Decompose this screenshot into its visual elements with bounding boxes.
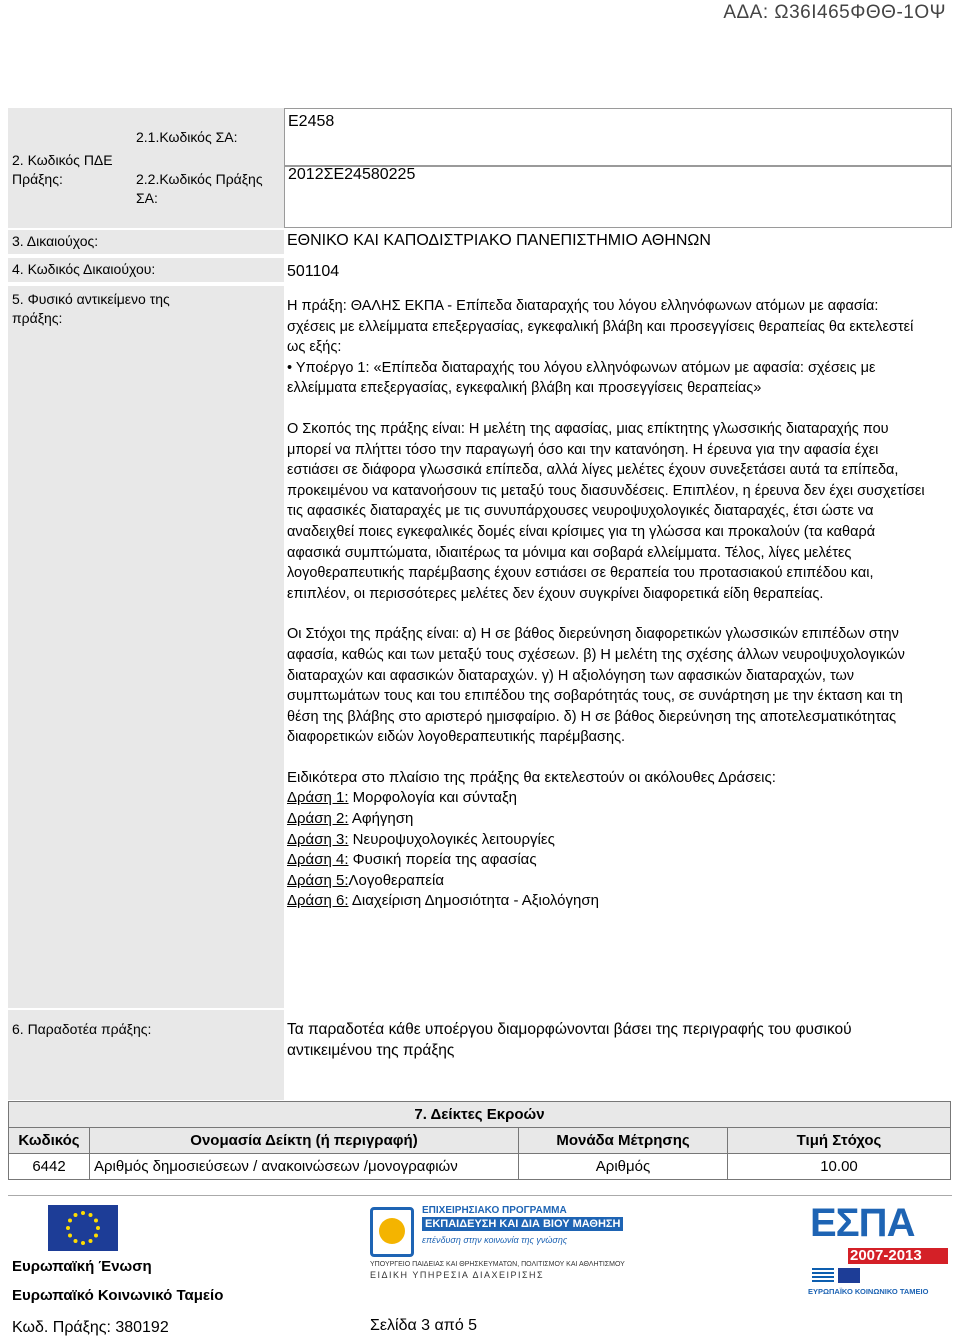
s2-sub2-value: 2012ΣΕ24580225 [288,166,416,183]
indicators-title: 7. Δείκτες Εκροών [9,1102,951,1128]
action-item: Δράση 3: Νευροψυχολογικές λειτουργίες [287,830,555,848]
page-number: Σελίδα 3 από 5 [370,1317,478,1334]
s2-label: 2. Κωδικός ΠΔΕ Πράξης: [12,152,113,187]
s6-label-cell [8,1010,284,1100]
eu-flag-icon [48,1205,118,1251]
espa-logo [808,1203,956,1295]
s4-label-cell [8,258,284,282]
action-item: Δράση 2: Αφήγηση [287,810,414,828]
s6-label: 6. Παραδοτέα πράξης: [12,1021,152,1037]
s3-label: 3. Δικαιούχος: [12,233,99,249]
s3-label-cell [8,230,284,254]
s2-label-cell [8,108,132,228]
footer-divider [8,1195,952,1196]
s5-actions [287,768,927,912]
esf-label: Ευρωπαϊκό Κοινωνικό Ταμείο [12,1287,224,1304]
action-item: Δράση 4: Φυσική πορεία της αφασίας [287,851,537,869]
indicators-table [8,1101,951,1180]
cell-unit: Αριθμός [519,1154,728,1180]
eu-mini-flag-icon [838,1268,860,1283]
actions-intro: Ειδικότερα στο πλαίσιο της πράξης θα εκτελεστούν οι ακόλουθες Δράσεις: [287,768,776,786]
cell-code: 6442 [9,1154,90,1180]
eu-label: Ευρωπαϊκή Ένωση [12,1258,152,1275]
s2-sub2-label: 2.2.Κωδικός Πράξης ΣΑ: [136,171,263,206]
op-line1: ΕΠΙΧΕΙΡΗΣΙΑΚΟ ΠΡΟΓΡΑΜΜΑ [422,1205,567,1216]
espa-title: ΕΣΠΑ [810,1201,915,1245]
op-emblem-icon [370,1207,414,1257]
cell-target: 10.00 [728,1154,951,1180]
cell-name: Αριθμός δημοσιεύσεων / ανακοινώσεων /μονογραφιών [90,1154,519,1180]
espa-years: 2007-2013 [850,1247,922,1264]
s2-sub2-value-cell [284,166,952,228]
col-header: Τιμή Στόχος [728,1128,951,1154]
action-item: Δράση 5:Λογοθεραπεία [287,871,444,889]
op-line2: ΕΚΠΑΙΔΕΥΣΗ ΚΑΙ ΔΙΑ ΒΙΟΥ ΜΑΘΗΣΗ [422,1217,623,1231]
s2-sub1-value-cell [284,108,952,166]
s2-sub1-value: Ε2458 [288,113,335,130]
s5-subproject: • Υποέργο 1: «Επίπεδα διαταραχής του λόγου ελληνόφωνων ατόμων με αφασία: σχέσεις με ελλείμματα επεξεργασίας, εγκεφαλική βλάβη και προσεγγίσεις θεραπείας» [287,359,876,397]
s5-intro: Η πράξη: ΘΑΛΗΣ ΕΚΠΑ - Επίπεδα διαταραχής του λόγου ελληνόφωνων ατόμων με αφασία: σχέσεις με ελλείμματα επεξεργασίας, εγκεφαλική βλάβη και προσεγγίσεις θεραπείας θα εκτελεστεί ως εξής: [287,298,914,356]
col-header: Κωδικός [9,1128,90,1154]
op-line3: επένδυση στην κοινωνία της γνώσης [422,1235,568,1245]
s2-sublabels [132,108,284,228]
footer-code: Κωδ. Πράξης: 380192 [12,1319,169,1336]
s4-label: 4. Κωδικός Δικαιούχου: [12,261,156,277]
s3-value: ΕΘΝΙΚΟ ΚΑΙ ΚΑΠΟΔΙΣΤΡΙΑΚΟ ΠΑΝΕΠΙΣΤΗΜΙΟ ΑΘΗΝΩΝ [287,232,711,249]
s5-content [287,296,927,912]
s5-label-cell [8,286,284,1008]
col-header: Μονάδα Μέτρησης [519,1128,728,1154]
s5-label: 5. Φυσικό αντικείμενο της πράξης: [12,291,170,326]
s4-value: 501104 [287,263,340,280]
op-line4: ΥΠΟΥΡΓΕΙΟ ΠΑΙΔΕΙΑΣ ΚΑΙ ΘΡΗΣΚΕΥΜΑΤΩΝ, ΠΟΛΙΤΙΣΜΟΥ ΚΑΙ ΑΘΛΗΤΙΣΜΟΥ [370,1261,625,1268]
action-item: Δράση 6: Διαχείριση Δημοσιότητα - Αξιολόγηση [287,892,599,910]
s5-purpose: Ο Σκοπός της πράξης είναι: Η μελέτη της αφασίας, μιας επίκτητης γλωσσικής διαταραχής που μπορεί να πλήττει τόσο την παραγωγή όσο και την κατανόηση. Η έρευνα για την αφασία έχει εστιάσει σε διάφορα γλωσσικά επίπεδα, αλλά λίγες μελέτες έχουν συνεξετάσει αυτά τα επίπεδα, προκειμένου να κατανοήσουν τις μεταξύ τους διασυνδέσεις. Επιπλέον, η έρευνα δεν έχει συσχετίσει τις αφασικές διαταραχές με τις συνυπάρχουσες νευροψυχολογικές διαταραχές, έτσι ώστε να αναδειχθεί ποιες εγκεφαλικές δομές είναι κρίσιμες για τη γλώσσα και προκαλούν (τα καθαρά αφασικά συμπτώματα, ιδιαιτέρως τα μόνιμα και σοβαρά ελλείμματα. Τέλος, λίγες μελέτες λογοθεραπευτικής παρέμβασης έχουν εστιάσει σε θεραπεία του προτασιακού επιπέδου και, επιπλέον, οι περισσότερες μελέτες δεν έχουν συγκρίνει διαφορετικά είδη θεραπείας. [287,420,925,602]
col-header: Ονομασία Δείκτη (ή περιγραφή) [90,1128,519,1154]
table-row [9,1154,951,1180]
s6-value: Τα παραδοτέα κάθε υποέργου διαμορφώνονται βάσει της περιγραφής του φυσικού αντικειμένου της πράξης [287,1021,852,1059]
op-logo [370,1203,690,1283]
op-line5: ΕΙΔΙΚΗ ΥΠΗΡΕΣΙΑ ΔΙΑΧΕΙΡΙΣΗΣ [370,1270,545,1280]
greek-flag-icon [812,1268,834,1283]
ada-code: ΑΔΑ: Ω36Ι465ΦΘΘ-1ΟΨ [723,2,946,23]
s2-sub1-label: 2.1.Κωδικός ΣΑ: [136,129,238,145]
s5-goals: Οι Στόχοι της πράξης είναι: α) Η σε βάθος διερεύνηση διαφορετικών γλωσσικών επιπέδων στην αφασία, καθώς και των μεταξύ τους σχέσεων. β) Η μελέτη της σχέσης άλλων νευροψυχολογικών διαταραχών και αφασικών διαταραχών. γ) Η αξιολόγηση των αφασικών διαταραχών, των συμπτωμάτων τους και του επιπέδου της σοβαρότητάς τους, σε συνάρτηση με την έκταση και τη θέση της βλάβης στο αριστερό ημισφαίριο. δ) Η σε βάθος διερεύνηση της αποτελεσματικότητας διαφορετικών ειδών λογοθεραπευτικής παρέμβασης. [287,626,905,746]
espa-tagline: ΕΥΡΩΠΑΪΚΟ ΚΟΙΝΩΝΙΚΟ ΤΑΜΕΙΟ [808,1287,929,1296]
action-item: Δράση 1: Μορφολογία και σύνταξη [287,789,518,807]
